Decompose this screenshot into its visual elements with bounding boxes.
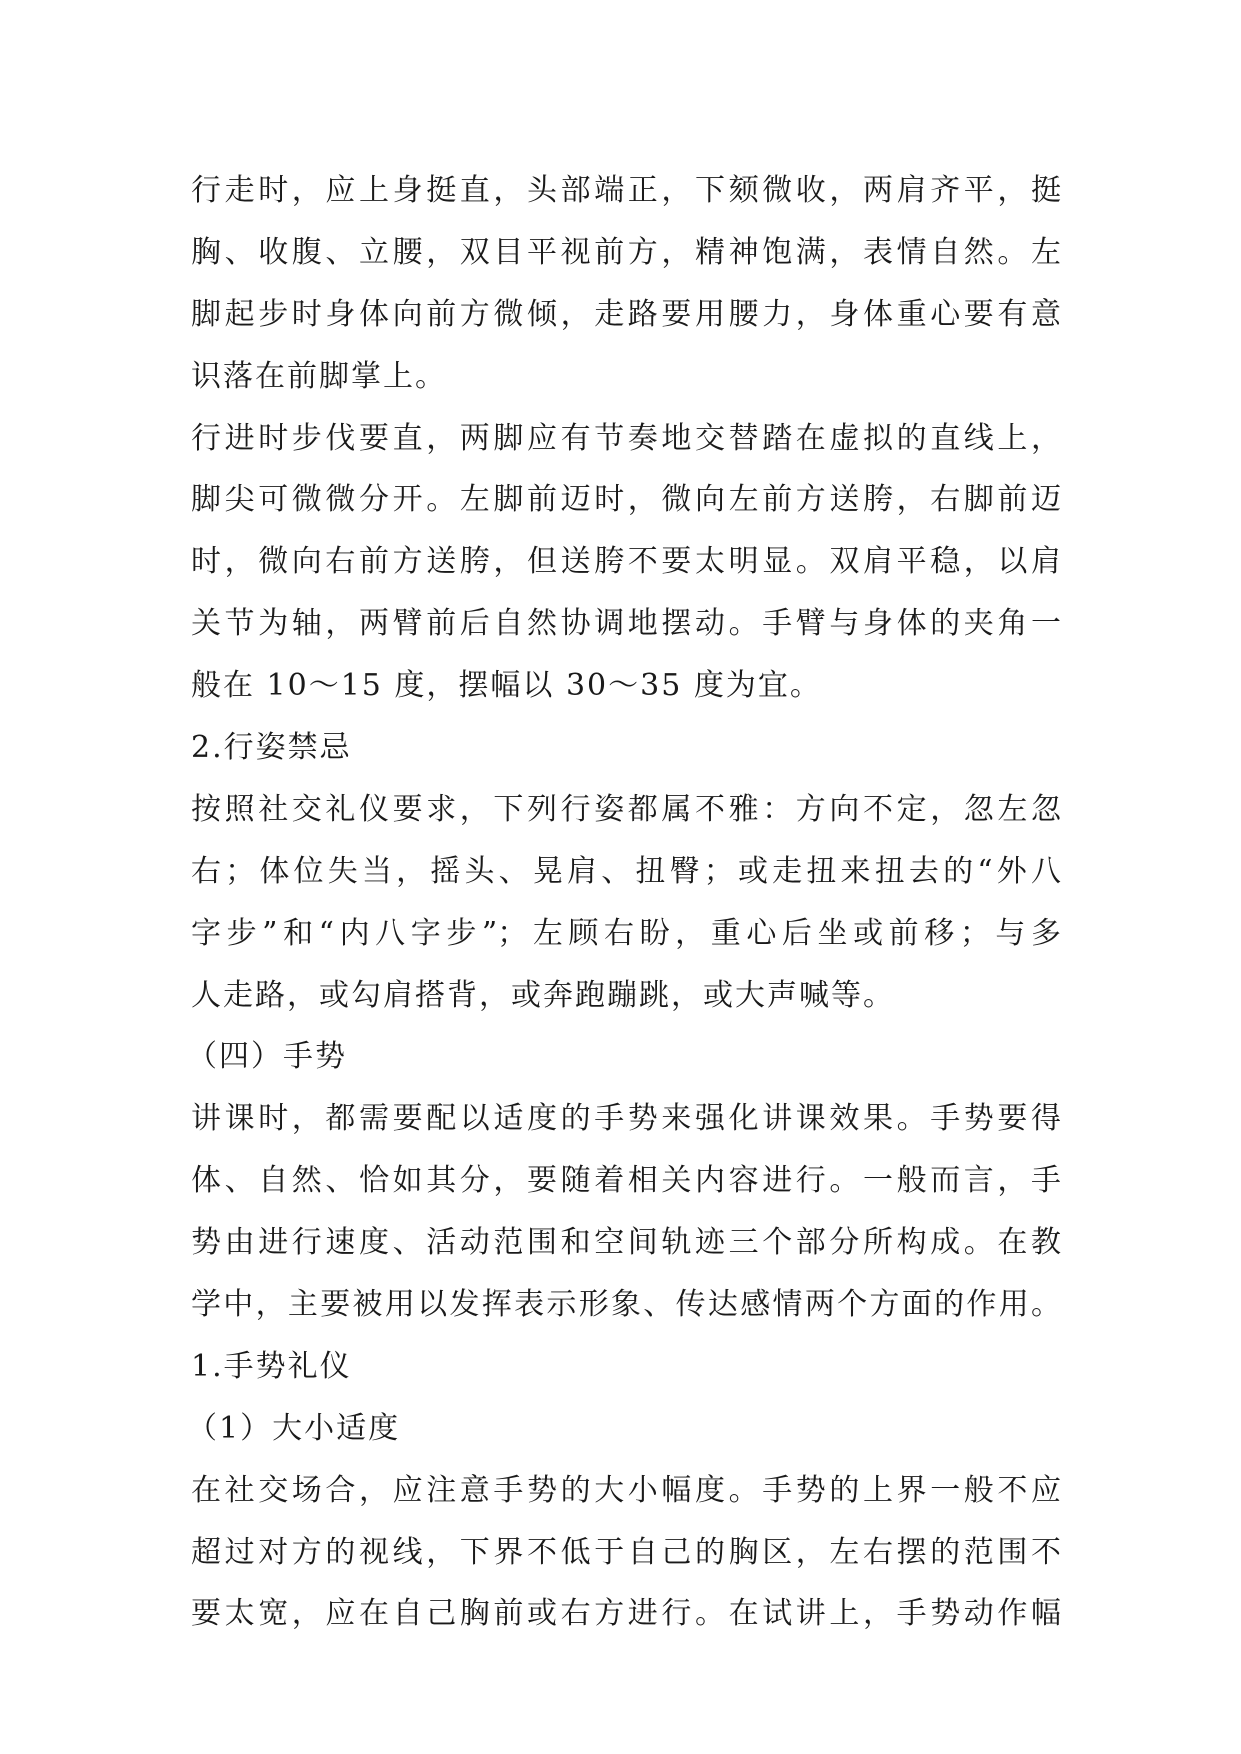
text-line: 般在 10～15 度，摆幅以 30～35 度为宜。 — [191, 668, 822, 704]
text-line: 脚尖可微微分开。左脚前迈时，微向左前方送胯，右脚前迈 — [191, 482, 1061, 518]
text-line: 要太宽，应在自己胸前或右方进行。在试讲上，手势动作幅 — [191, 1596, 1061, 1632]
document-body — [187, 160, 1061, 1645]
text-line: 右；体位失当，摇头、晃肩、扭臀；或走扭来扭去的“外八 — [191, 853, 1061, 889]
section-heading: 2.行姿禁忌 — [191, 730, 352, 766]
section-heading: 1.手势礼仪 — [191, 1348, 352, 1384]
text-line: 人走路，或勾肩搭背，或奔跑蹦跳，或大声喊等。 — [191, 977, 895, 1013]
text-line: 按照社交礼仪要求，下列行姿都属不雅：方向不定，忽左忽 — [191, 791, 1061, 827]
text-line: 讲课时，都需要配以适度的手势来强化讲课效果。手势要得 — [191, 1101, 1061, 1137]
text-line: 势由进行速度、活动范围和空间轨迹三个部分所构成。在教 — [191, 1225, 1061, 1261]
section-heading: （四）手势 — [187, 1039, 347, 1075]
text-line: 超过对方的视线，下界不低于自己的胸区，左右摆的范围不 — [191, 1534, 1061, 1570]
text-line: 时，微向右前方送胯，但送胯不要太明显。双肩平稳，以肩 — [191, 544, 1061, 580]
text-line: 行进时步伐要直，两脚应有节奏地交替踏在虚拟的直线上， — [191, 420, 1061, 456]
text-line: 脚起步时身体向前方微倾，走路要用腰力，身体重心要有意 — [191, 296, 1061, 332]
text-line: 在社交场合，应注意手势的大小幅度。手势的上界一般不应 — [191, 1472, 1061, 1508]
text-line: 字步”和“内八字步”；左顾右盼，重心后坐或前移；与多 — [191, 915, 1061, 951]
text-line: 识落在前脚掌上。 — [191, 358, 447, 394]
text-line: 行走时，应上身挺直，头部端正，下颏微收，两肩齐平，挺 — [191, 173, 1061, 208]
text-line: 关节为轴，两臂前后自然协调地摆动。手臂与身体的夹角一 — [191, 606, 1061, 642]
text-line: 体、自然、恰如其分，要随着相关内容进行。一般而言，手 — [191, 1163, 1061, 1199]
subsection-heading: （1）大小适度 — [187, 1410, 401, 1446]
text-line: 胸、收腹、立腰，双目平视前方，精神饱满，表情自然。左 — [191, 234, 1061, 270]
text-line: 学中，主要被用以发挥表示形象、传达感情两个方面的作用。 — [191, 1287, 1061, 1323]
